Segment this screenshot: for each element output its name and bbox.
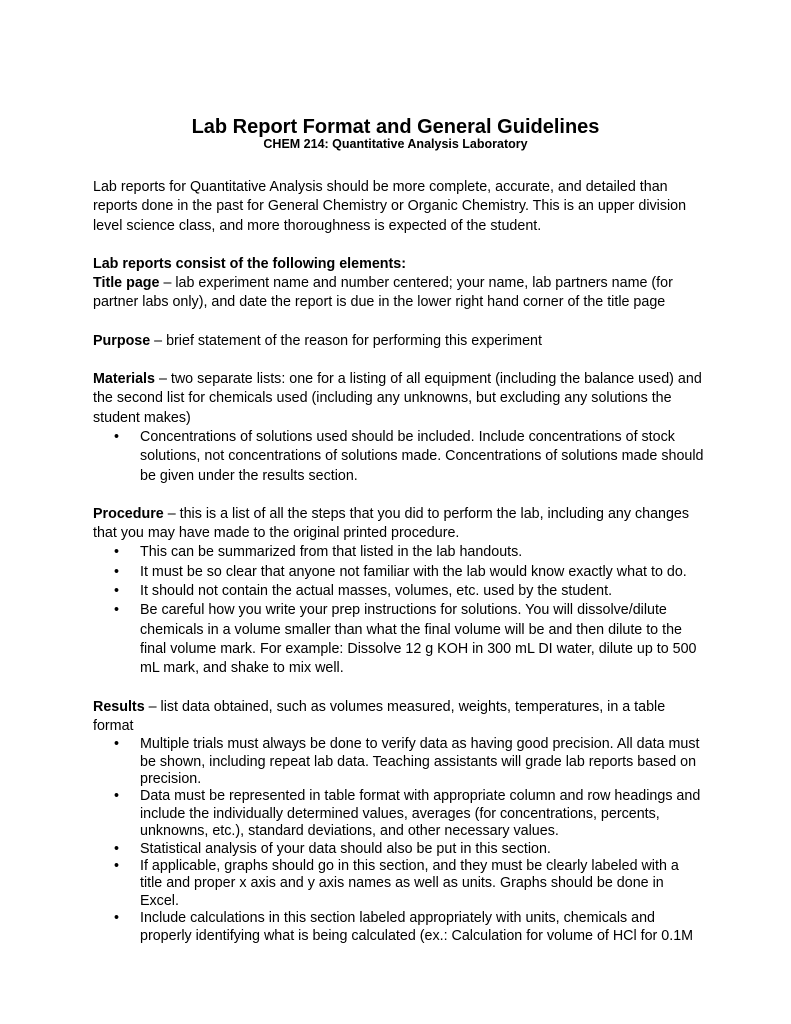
- section-label: Materials: [93, 371, 155, 388]
- section-label: Purpose: [93, 332, 151, 349]
- list-item: [93, 543, 705, 562]
- list-item-text: Include calculations in this section labeled appropriately with units, chemicals and properly identifying what is being calculated (ex.: Calculation for volume of HCl for 0.1M: [140, 910, 694, 944]
- list-item-text: Data must be represented in table format with appropriate column and row headings and include the individually determined values, averages (for concentrations, percents, unknowns, etc.), standard deviations, and other necessary values.: [140, 788, 701, 840]
- procedure-bullet-list: [93, 543, 705, 678]
- bullet-icon: •: [114, 602, 120, 619]
- list-item: [93, 858, 705, 910]
- list-item: [93, 563, 705, 582]
- bullet-icon: •: [114, 583, 120, 600]
- results-bullet-list: [93, 736, 705, 945]
- section-text: – brief statement of the reason for performing this experiment: [150, 332, 542, 349]
- document-body: [93, 178, 705, 945]
- section-title-page: [93, 274, 705, 313]
- list-item-text: This can be summarized from that listed in the lab handouts.: [140, 544, 523, 561]
- section-text: – list data obtained, such as volumes measured, weights, temperatures, in a table format: [93, 698, 666, 734]
- list-item-text: Concentrations of solutions used should be included. Include concentrations of stock solutions, not concentrations of solutions made. Concentrations of solutions made should be given under the results section.: [140, 428, 704, 484]
- list-item: [93, 910, 705, 945]
- list-item: [93, 428, 705, 486]
- bullet-icon: •: [114, 428, 120, 445]
- list-item: [93, 841, 705, 858]
- section-label: Results: [93, 698, 145, 715]
- section-procedure: [93, 505, 705, 544]
- list-item-text: Be careful how you write your prep instructions for solutions. You will dissolve/dilute chemicals in a volume smaller than what the final volume will be and then dilute to the final volume mark. For example: Dissolve 12 g KOH in 300 mL DI water, dilute up to 500 mL mark, and shake to mix well.: [140, 602, 697, 677]
- section-materials: [93, 370, 705, 428]
- section-label: Title page: [93, 275, 160, 292]
- section-text: – two separate lists: one for a listing of all equipment (including the balance used) and the second list for chemicals used (including any unknowns, but excluding any solutions the student makes): [93, 371, 702, 426]
- materials-bullet-list: [93, 428, 705, 486]
- bullet-icon: •: [114, 857, 120, 874]
- list-item-text: It must be so clear that anyone not familiar with the lab would know exactly what to do.: [140, 563, 687, 580]
- bullet-icon: •: [114, 563, 120, 580]
- list-item-text: Multiple trials must always be done to verify data as having good precision. All data must be shown, including repeat lab data. Teaching assistants will grade lab reports based on precision.: [140, 736, 700, 787]
- list-item: [93, 601, 705, 678]
- bullet-icon: •: [114, 736, 120, 753]
- section-purpose: [93, 332, 705, 351]
- bullet-icon: •: [114, 544, 120, 561]
- bullet-icon: •: [114, 910, 120, 927]
- section-text: – lab experiment name and number centered; your name, lab partners name (for partner labs only), and date the report is due in the lower right hand corner of the title page: [93, 275, 673, 311]
- section-results: [93, 698, 705, 737]
- list-item-text: If applicable, graphs should go in this section, and they must be clearly labeled with a title and proper x axis and y axis names as well as units. Graphs should be done in Excel.: [140, 857, 679, 909]
- document-title: Lab Report Format and General Guidelines: [191, 116, 600, 138]
- list-item: [93, 582, 705, 601]
- list-item: [93, 736, 705, 788]
- list-item-text: Statistical analysis of your data should also be put in this section.: [140, 840, 551, 857]
- list-item: [93, 788, 705, 840]
- elements-heading: Lab reports consist of the following elements:: [93, 255, 406, 272]
- section-label: Procedure: [93, 505, 164, 522]
- intro-paragraph: Lab reports for Quantitative Analysis should be more complete, accurate, and detailed than reports done in the past for General Chemistry or Organic Chemistry. This is an upper division level science class, and more thoroughness is expected of the student.: [93, 179, 687, 234]
- list-item-text: It should not contain the actual masses, volumes, etc. used by the student.: [140, 583, 613, 600]
- bullet-icon: •: [114, 840, 120, 857]
- bullet-icon: •: [114, 788, 120, 805]
- document-subtitle: CHEM 214: Quantitative Analysis Laboratory: [263, 137, 528, 151]
- section-text: – this is a list of all the steps that you did to perform the lab, including any changes that you may have made to the original printed procedure.: [93, 505, 690, 542]
